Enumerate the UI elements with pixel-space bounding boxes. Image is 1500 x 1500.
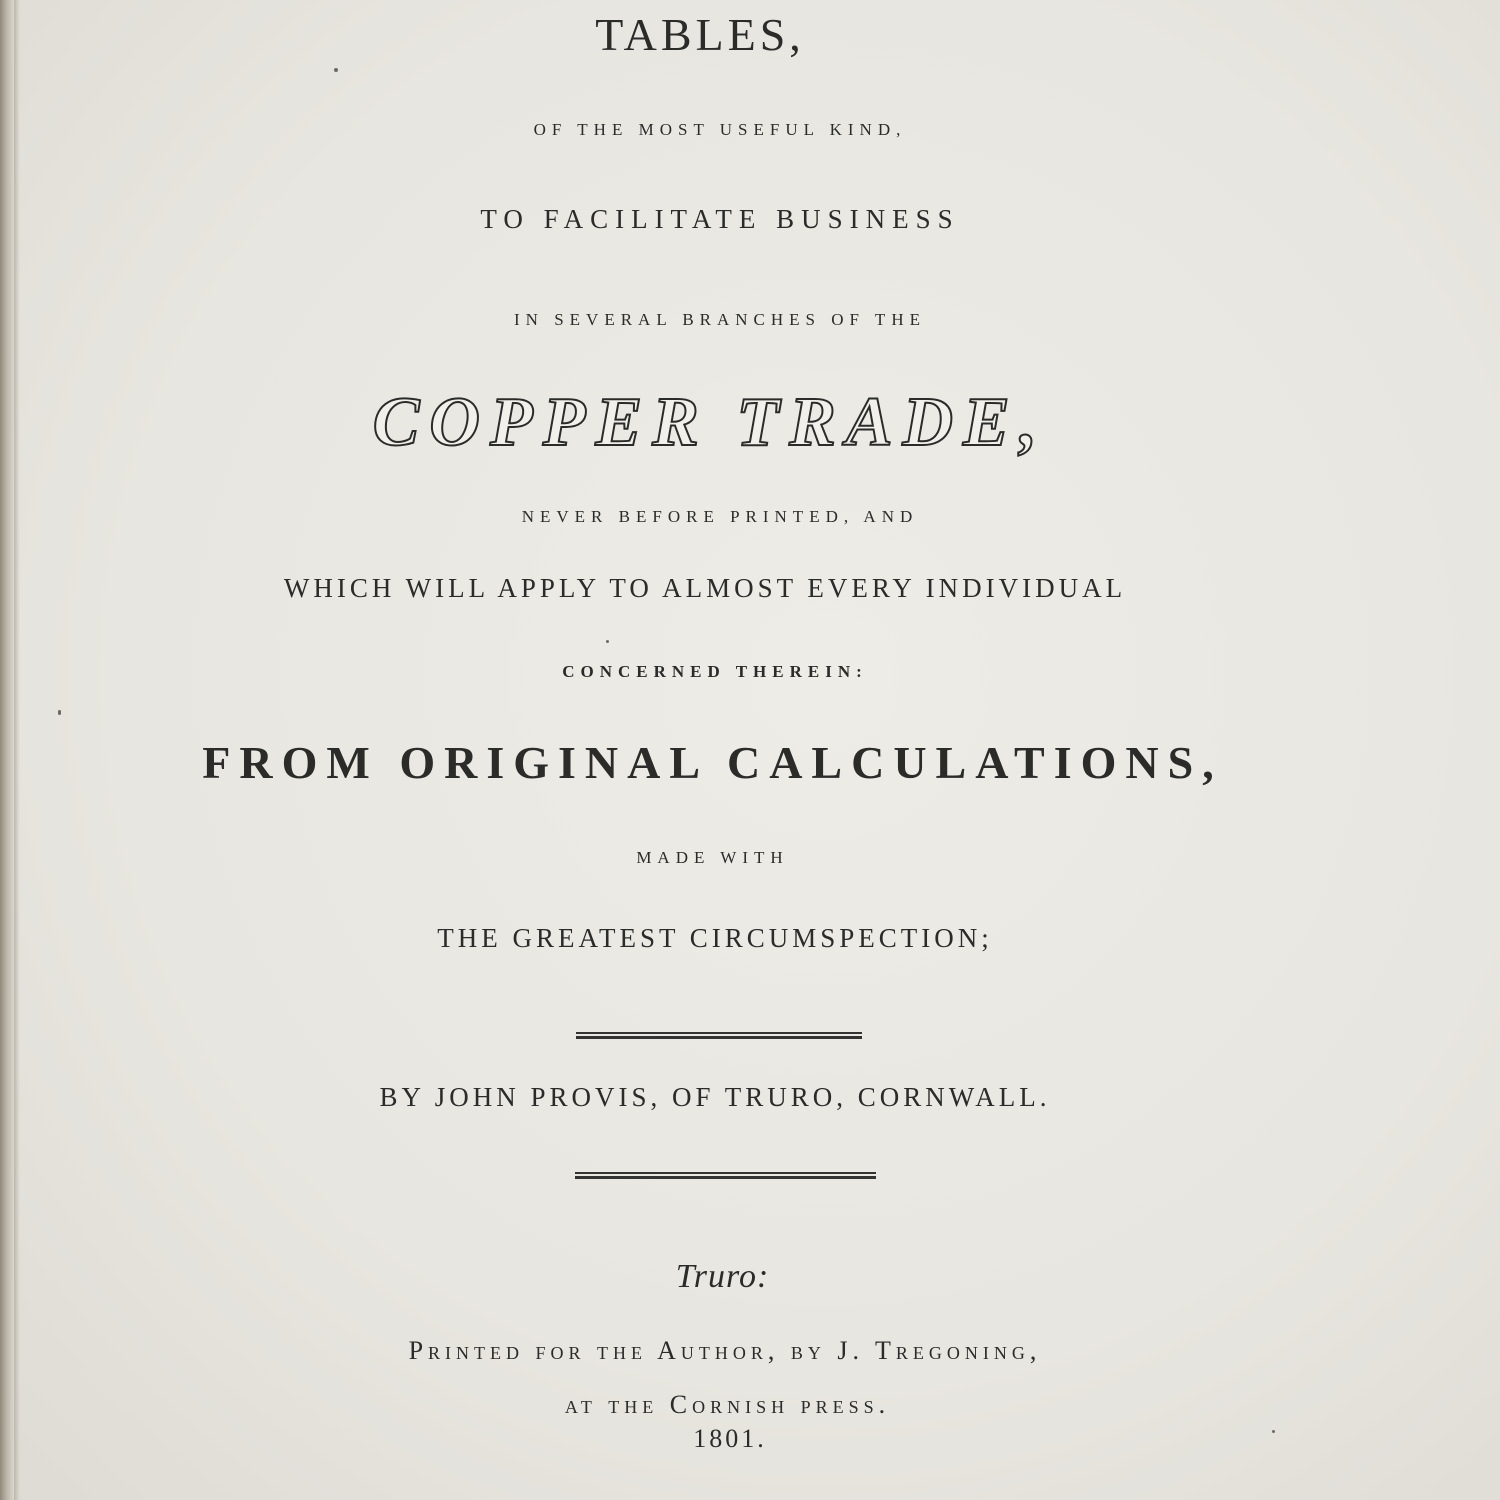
line-most-useful-kind: OF THE MOST USEFUL KIND, xyxy=(533,120,907,139)
paper-speck xyxy=(606,640,609,643)
line-concerned-therein: CONCERNED THEREIN: xyxy=(562,662,868,681)
paper-speck xyxy=(1272,1430,1275,1433)
line-facilitate-business: TO FACILITATE BUSINESS xyxy=(480,204,960,234)
place-truro: Truro: xyxy=(675,1258,770,1295)
line-made-with: MADE WITH xyxy=(636,848,789,867)
line-greatest-circumspection: THE GREATEST CIRCUMSPECTION; xyxy=(437,923,993,953)
subject-copper-trade: COPPER TRADE, xyxy=(372,384,1048,461)
line-never-before-printed: NEVER BEFORE PRINTED, AND xyxy=(521,507,919,526)
line-apply-to-almost-every: WHICH WILL APPLY TO ALMOST EVERY INDIVIDUAL xyxy=(283,573,1127,603)
rule-upper xyxy=(576,1032,862,1039)
rule-lower xyxy=(575,1172,876,1179)
heading-tables: TABLES, xyxy=(595,9,805,60)
paper-speck xyxy=(334,68,338,72)
author-line: BY JOHN PROVIS, OF TRURO, CORNWALL. xyxy=(379,1082,1051,1112)
paper-speck xyxy=(58,710,61,715)
printer-line-2: at the Cornish press. xyxy=(564,1390,891,1419)
line-several-branches: IN SEVERAL BRANCHES OF THE xyxy=(514,310,926,329)
year: 1801. xyxy=(693,1424,767,1453)
printer-line-1: Printed for the Author, by J. Tregoning, xyxy=(408,1336,1042,1365)
line-original-calculations: FROM ORIGINAL CALCULATIONS, xyxy=(202,737,1223,788)
